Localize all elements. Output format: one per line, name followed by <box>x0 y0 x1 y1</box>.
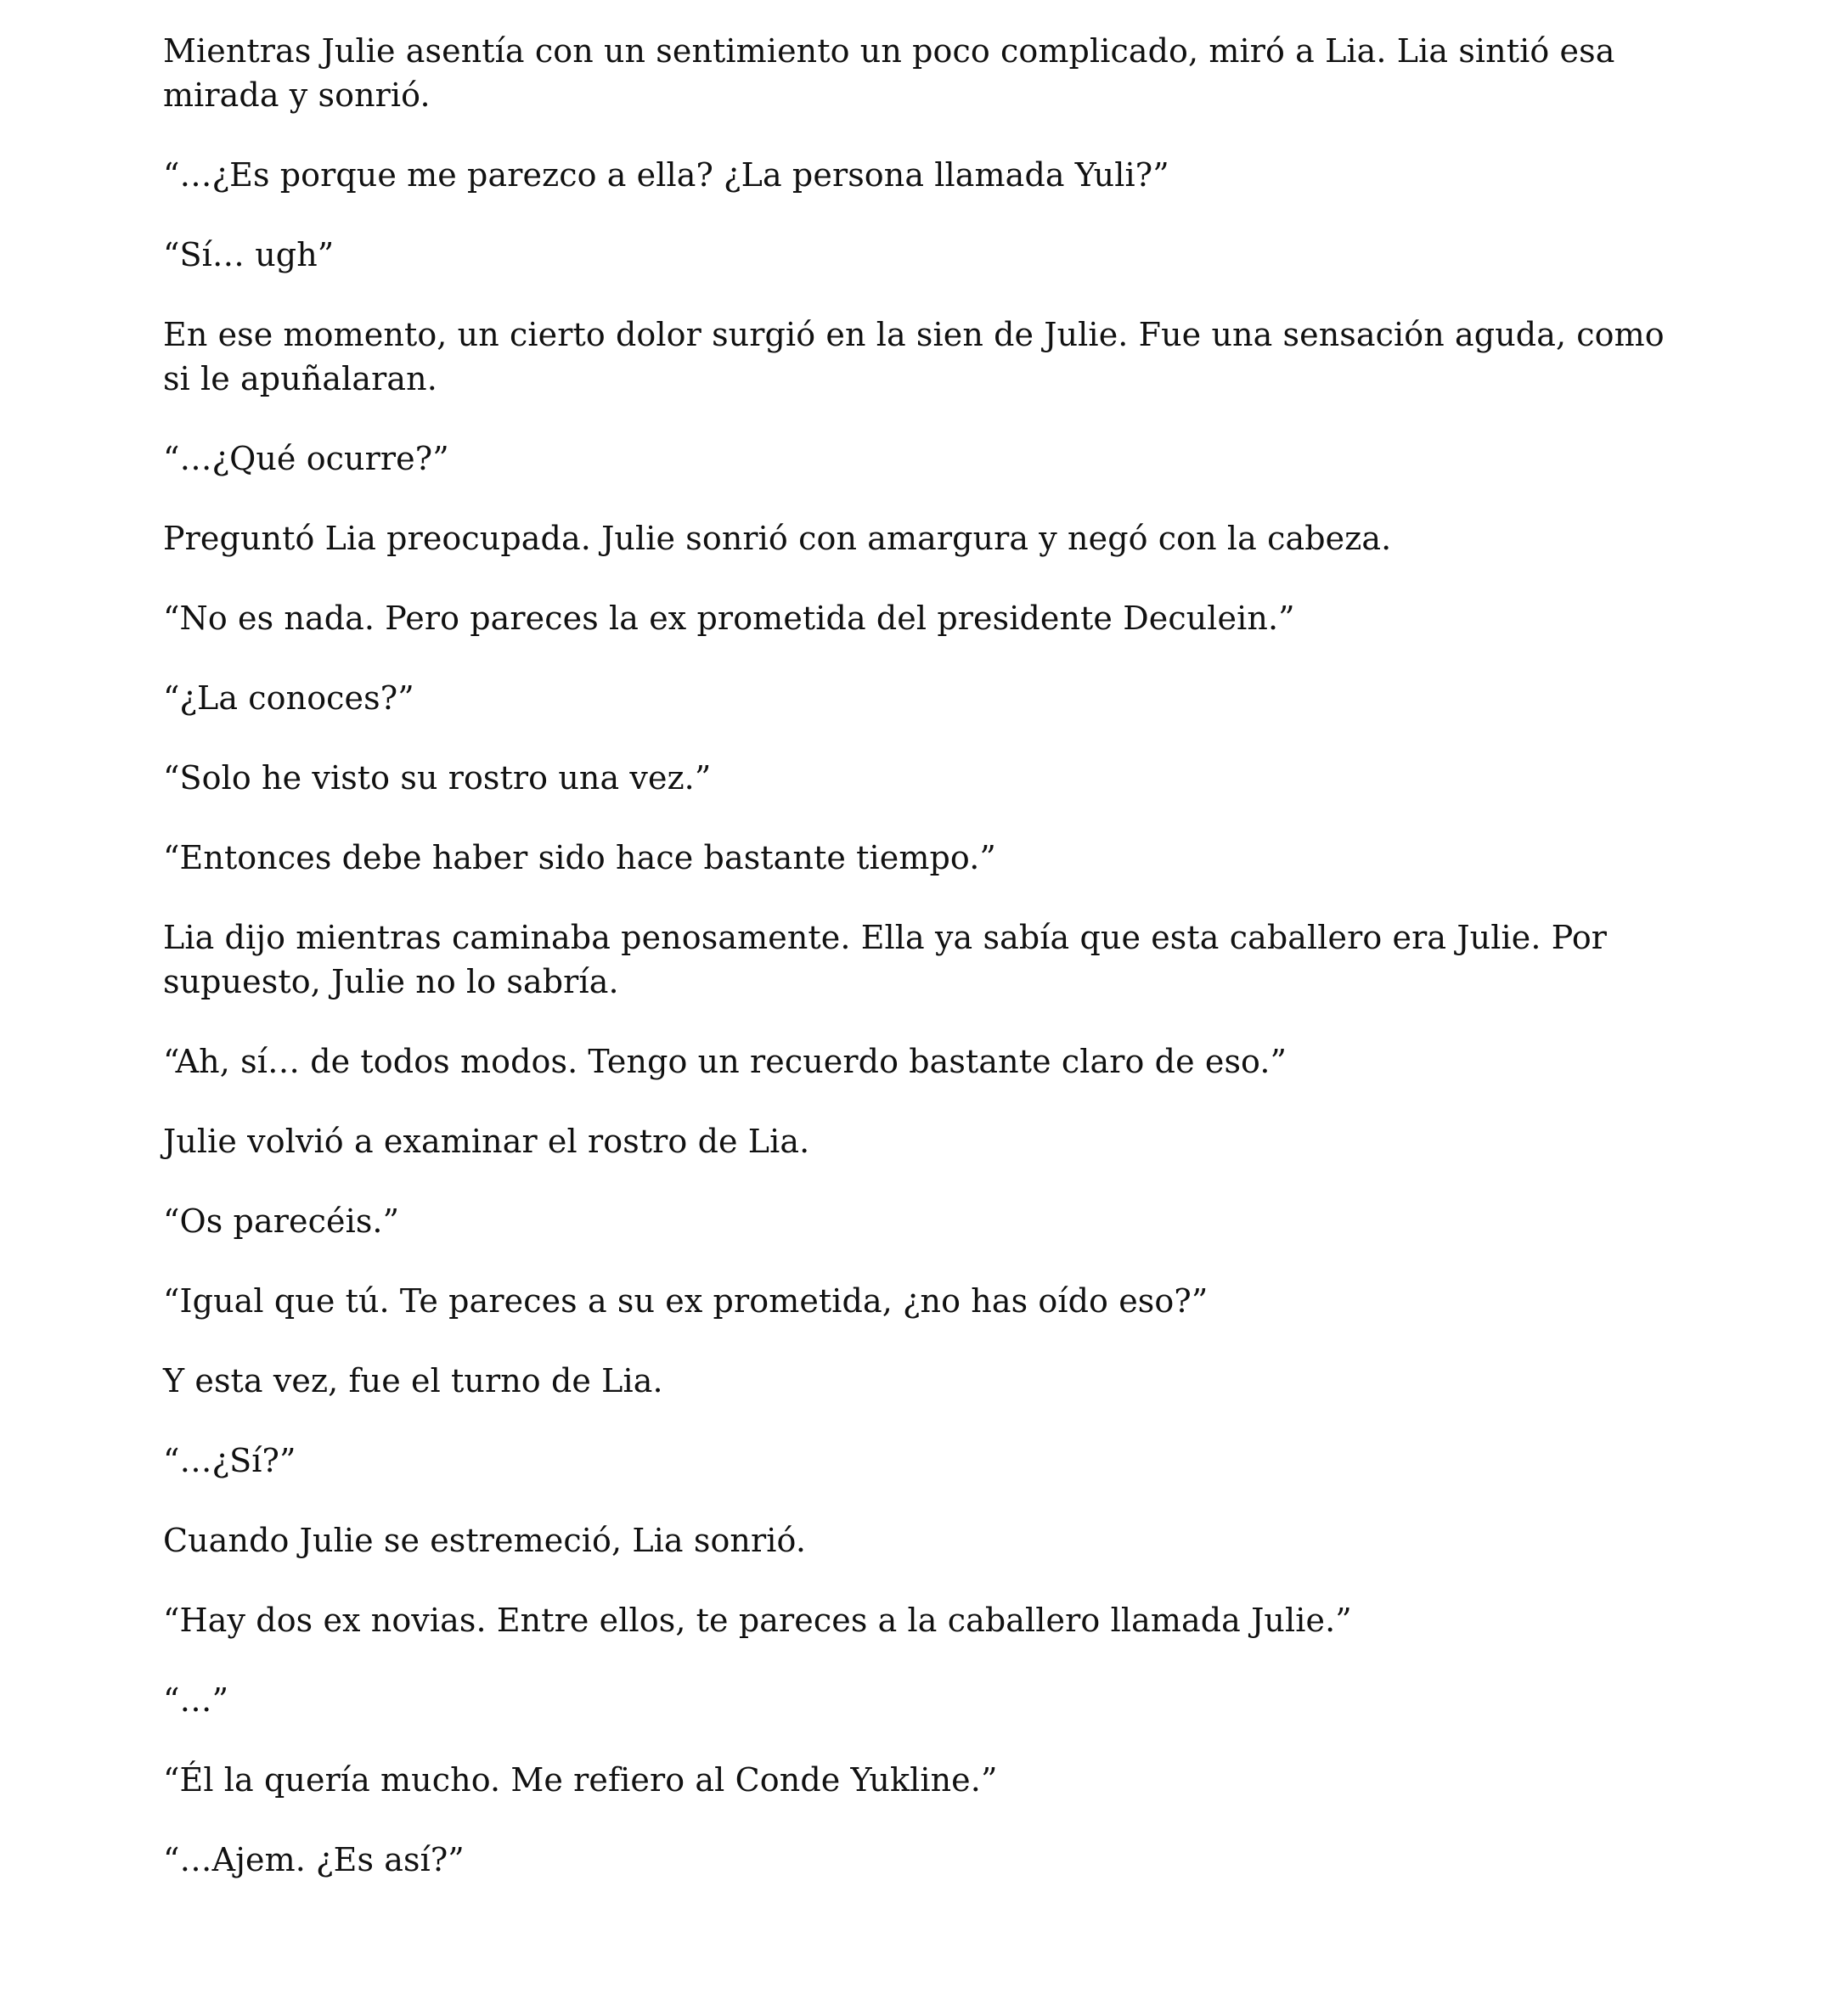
paragraph: “Hay dos ex novias. Entre ellos, te pareces a la caballero llamada Julie.” <box>163 1602 1352 1639</box>
paragraph: Y esta vez, fue el turno de Lia. <box>163 1362 663 1399</box>
paragraph: En ese momento, un cierto dolor surgió en la sien de Julie. Fue una sensación aguda, como si le apuñalaran. <box>163 316 1665 397</box>
paragraph: Mientras Julie asentía con un sentimiento un poco complicado, miró a Lia. Lia sintió esa mirada y sonrió. <box>163 32 1615 114</box>
paragraph: “¿La conoces?” <box>163 679 414 717</box>
paragraph: “…Ajem. ¿Es así?” <box>163 1841 465 1878</box>
paragraph: “Os parecéis.” <box>163 1202 400 1240</box>
paragraph: “Ah, sí… de todos modos. Tengo un recuerdo bastante claro de eso.” <box>163 1043 1287 1080</box>
paragraph: “…¿Qué ocurre?” <box>163 440 449 477</box>
document-body <box>163 29 1692 1917</box>
paragraph: “Solo he visto su rostro una vez.” <box>163 759 712 797</box>
paragraph: “…¿Es porque me parezco a ella? ¿La persona llamada Yuli?” <box>163 156 1169 194</box>
paragraph: “No es nada. Pero pareces la ex prometida del presidente Deculein.” <box>163 600 1295 637</box>
paragraph: “Él la quería mucho. Me refiero al Conde Yukline.” <box>163 1761 998 1799</box>
paragraph: “…¿Sí?” <box>163 1442 296 1479</box>
paragraph: “Sí… ugh” <box>163 236 335 273</box>
paragraph: “Entonces debe haber sido hace bastante tiempo.” <box>163 839 996 876</box>
paragraph: Preguntó Lia preocupada. Julie sonrió con amargura y negó con la cabeza. <box>163 520 1392 557</box>
paragraph: “Igual que tú. Te pareces a su ex prometida, ¿no has oído eso?” <box>163 1282 1209 1320</box>
paragraph: Lia dijo mientras caminaba penosamente. Ella ya sabía que esta caballero era Julie. Por supuesto, Julie no lo sabría. <box>163 919 1608 1000</box>
paragraph: Cuando Julie se estremeció, Lia sonrió. <box>163 1522 806 1559</box>
paragraph: Julie volvió a examinar el rostro de Lia. <box>163 1123 810 1160</box>
paragraph: “…” <box>163 1681 229 1719</box>
